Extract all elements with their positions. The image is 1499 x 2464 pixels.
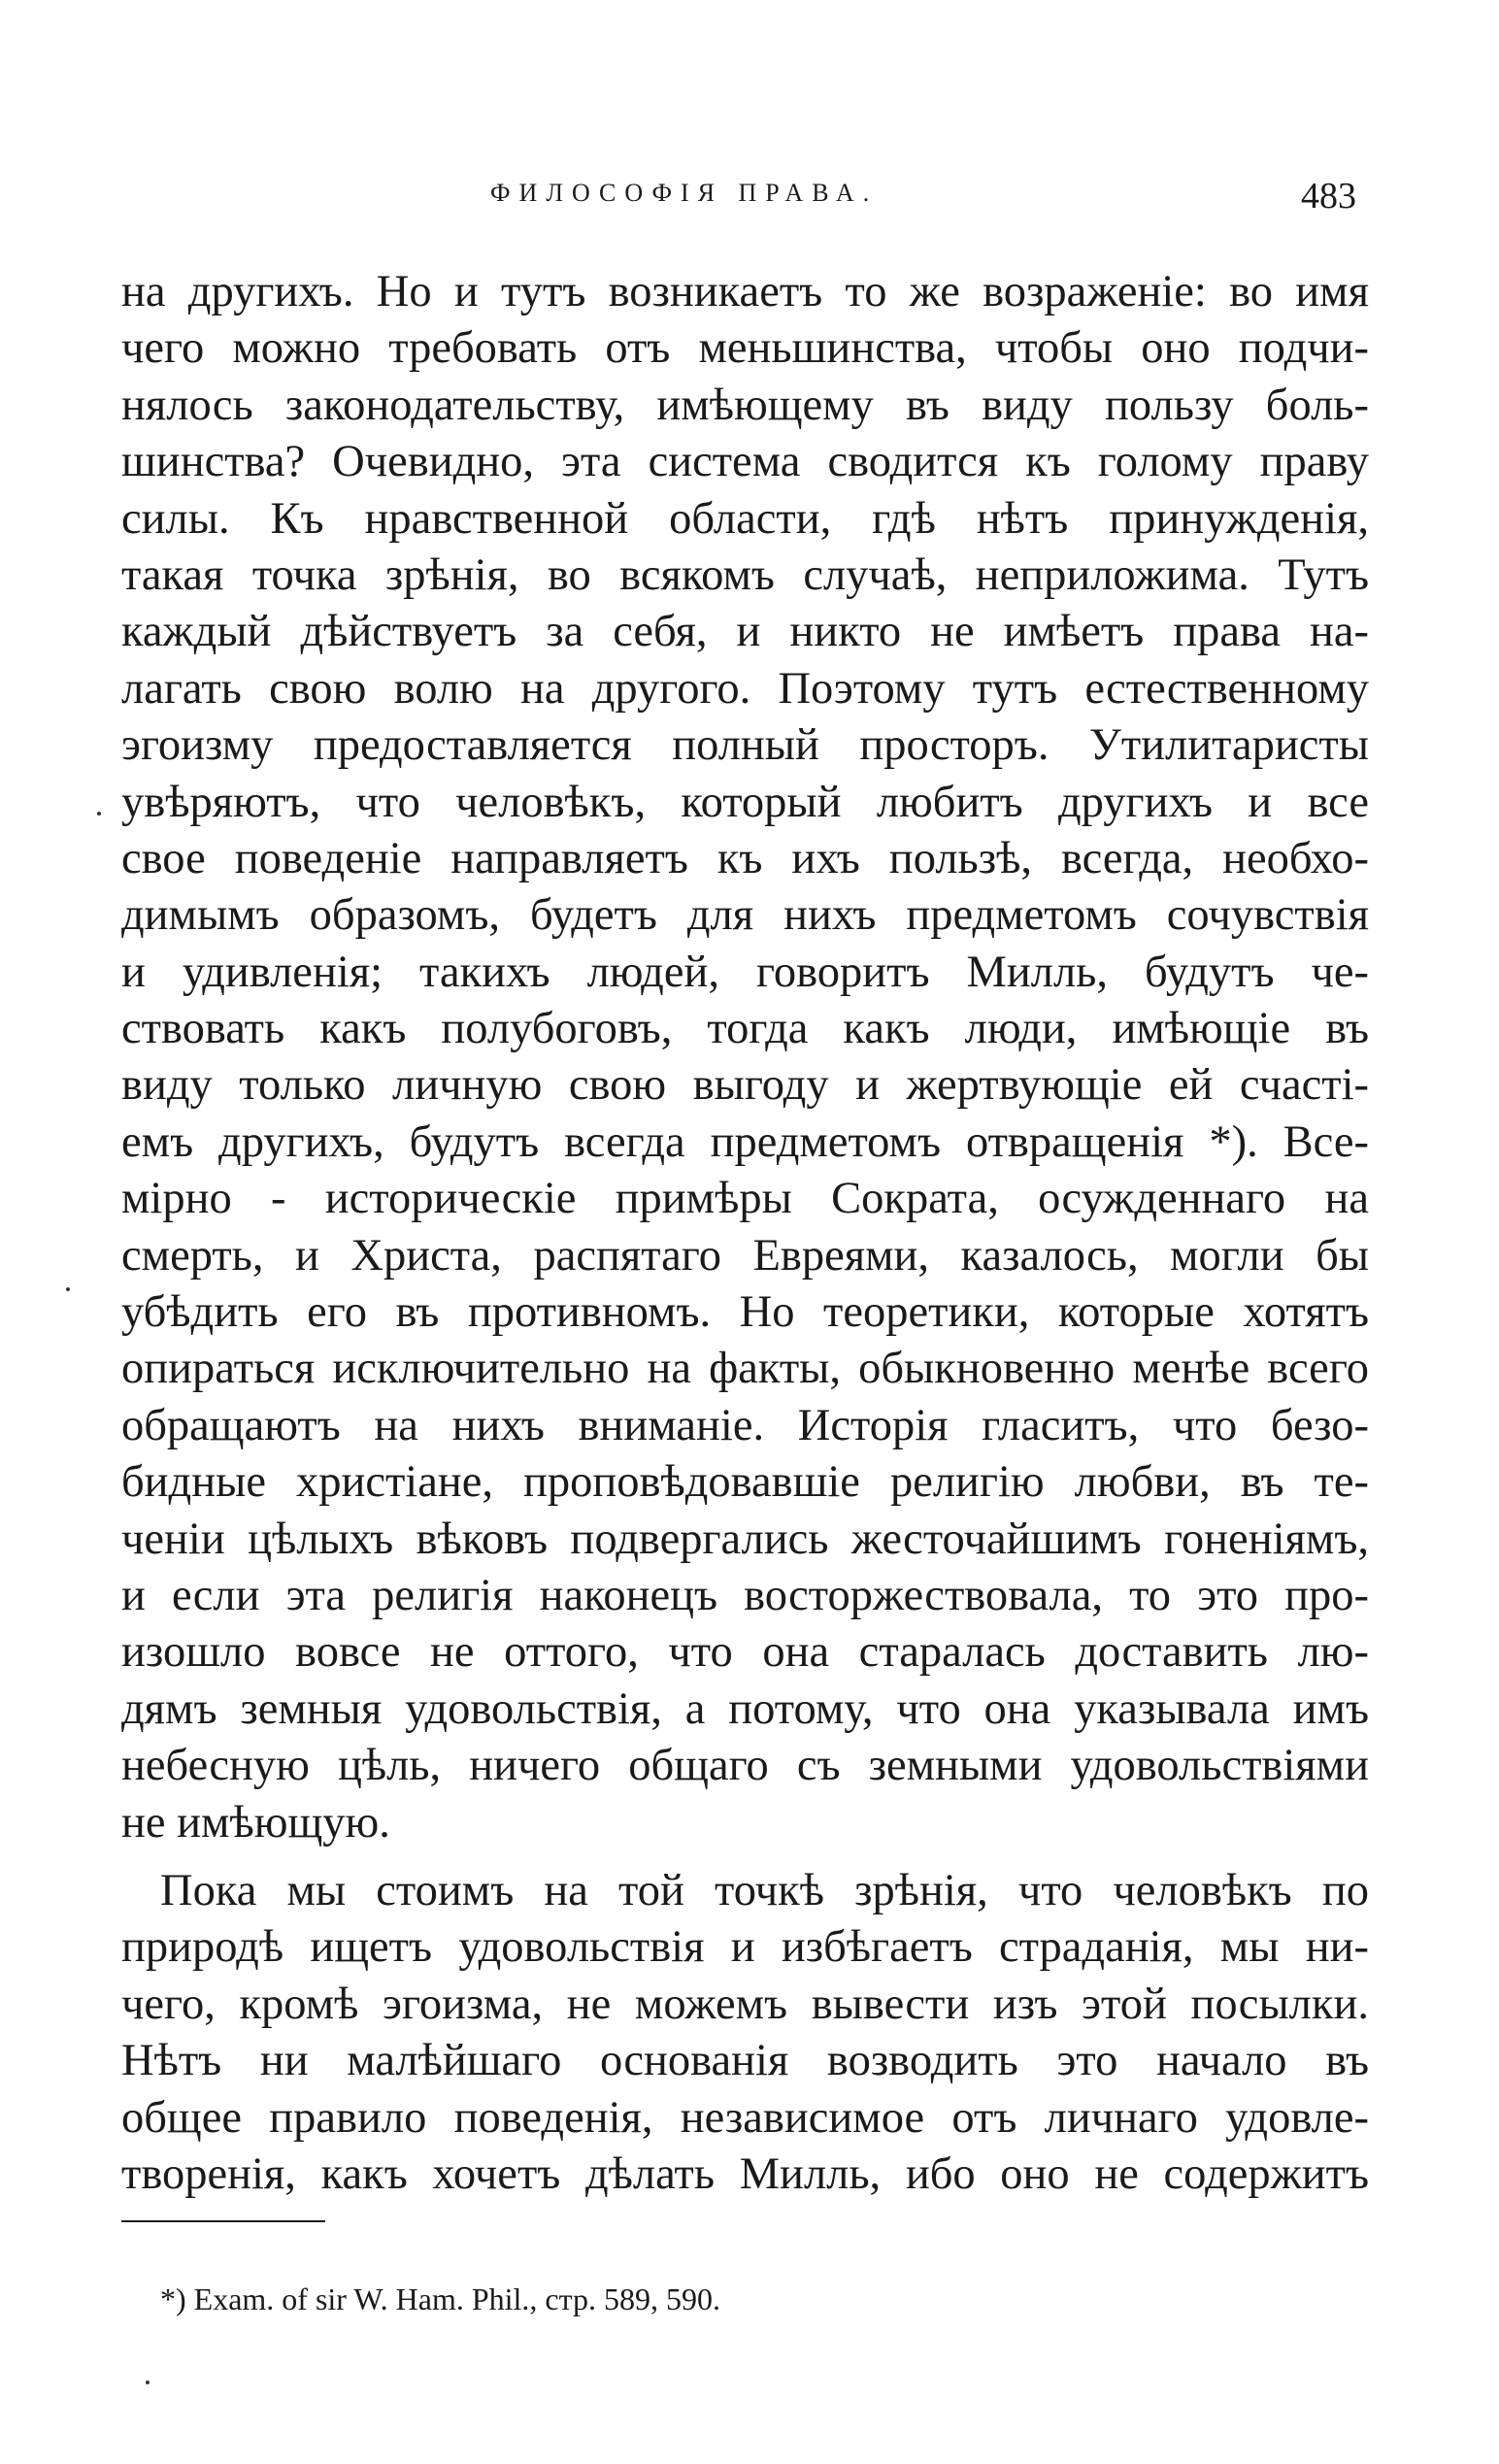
text-line: каждый дѣйствуетъ за себя, и никто не имѣетъ права на- [121, 607, 1369, 657]
text-line: и удивленія; такихъ людей, говоритъ Милль, будутъ че- [121, 947, 1369, 997]
text-line: не имѣющую. [121, 1797, 390, 1848]
text-line: природѣ ищетъ удовольствія и избѣгаетъ страданія, мы ни- [121, 1922, 1369, 1973]
text-line: лагать свою волю на другого. Поэтому тутъ естественному [121, 663, 1369, 714]
text-line: небесную цѣль, ничего общаго съ земными удовольствіями [121, 1741, 1369, 1791]
text-line: смерть, и Христа, распятаго Евреями, казалось, могли бы [121, 1230, 1369, 1281]
text-line: димымъ образомъ, будетъ для нихъ предметомъ сочувствія [121, 890, 1369, 941]
text-line: и если эта религія наконецъ восторжествовала, то это про- [121, 1570, 1369, 1620]
text-line: убѣдить его въ противномъ. Но теоретики, которые хотятъ [121, 1287, 1369, 1338]
text-line: бидные христіане, проповѣдовавшіе религію любви, въ те- [121, 1457, 1369, 1508]
footnote: *) Exam. of sir W. Ham. Phil., стр. 589, 590. [160, 2281, 720, 2316]
text-line: на другихъ. Но и тутъ возникаетъ то же возраженіе: во имя [121, 267, 1369, 316]
text-line: ченіи цѣлыхъ вѣковъ подвергались жесточайшимъ гоненіямъ, [121, 1514, 1369, 1564]
text-line: виду только личную свою выгоду и жертвующіе ей счасті- [121, 1060, 1369, 1111]
text-line: увѣряютъ, что человѣкъ, который любитъ другихъ и все [121, 777, 1369, 827]
print-speck [146, 2381, 150, 2384]
print-speck [66, 1287, 70, 1291]
text-line: шинства? Очевидно, эта система сводится къ голому праву [121, 437, 1369, 487]
text-line: дямъ земныя удовольствія, а потому, что она указывала имъ [121, 1683, 1369, 1734]
text-line: свое поведеніе направляетъ къ ихъ пользѣ, всегда, необхо- [121, 833, 1369, 883]
text-line: Нѣтъ ни малѣйшаго основанія возводить это начало въ [121, 2036, 1369, 2086]
text-line: Пока мы стоимъ на той точкѣ зрѣнія, что человѣкъ по [160, 1865, 1369, 1915]
paragraph [121, 264, 1369, 1851]
text-line: чего, кромѣ эгоизма, не можемъ вывести изъ этой посылки. [121, 1979, 1369, 2029]
page-number: 483 [1301, 176, 1356, 216]
text-line: общее правило поведенія, независимое отъ личнаго удовле- [121, 2092, 1369, 2143]
text-line: ствовать какъ полубоговъ, тогда какъ люди, имѣющіе въ [121, 1004, 1369, 1054]
print-speck [97, 812, 101, 816]
text-line: нялось законодательству, имѣющему въ виду пользу боль- [121, 380, 1369, 430]
footnote-rule [121, 2220, 325, 2222]
paragraph-gap [121, 1851, 1369, 1863]
body-text [121, 264, 1369, 2203]
text-line: такая точка зрѣнія, во всякомъ случаѣ, неприложима. Тутъ [121, 549, 1369, 600]
text-line: опираться исключительно на факты, обыкновенно менѣе всего [121, 1344, 1369, 1394]
running-title: ФИЛОСОФІЯ ПРАВА. [490, 179, 879, 207]
paragraph [121, 1863, 1369, 2203]
text-line: чего можно требовать отъ меньшинства, чтобы оно подчи- [121, 323, 1369, 374]
text-line: обращаютъ на нихъ вниманіе. Исторія гласитъ, что безо- [121, 1400, 1369, 1450]
text-line: емъ другихъ, будутъ всегда предметомъ отвращенія *). Все- [121, 1116, 1369, 1167]
text-line: силы. Къ нравственной области, гдѣ нѣтъ принужденія, [121, 493, 1369, 544]
text-line: мірно - историческіе примѣры Сократа, осужденнаго на [121, 1174, 1369, 1224]
text-line: изошло вовсе не оттого, что она старалась доставить лю- [121, 1627, 1369, 1678]
text-line: эгоизму предоставляется полный просторъ. Утилитаристы [121, 720, 1369, 771]
text-line: творенія, какъ хочетъ дѣлать Милль, ибо оно не содержитъ [121, 2148, 1369, 2199]
